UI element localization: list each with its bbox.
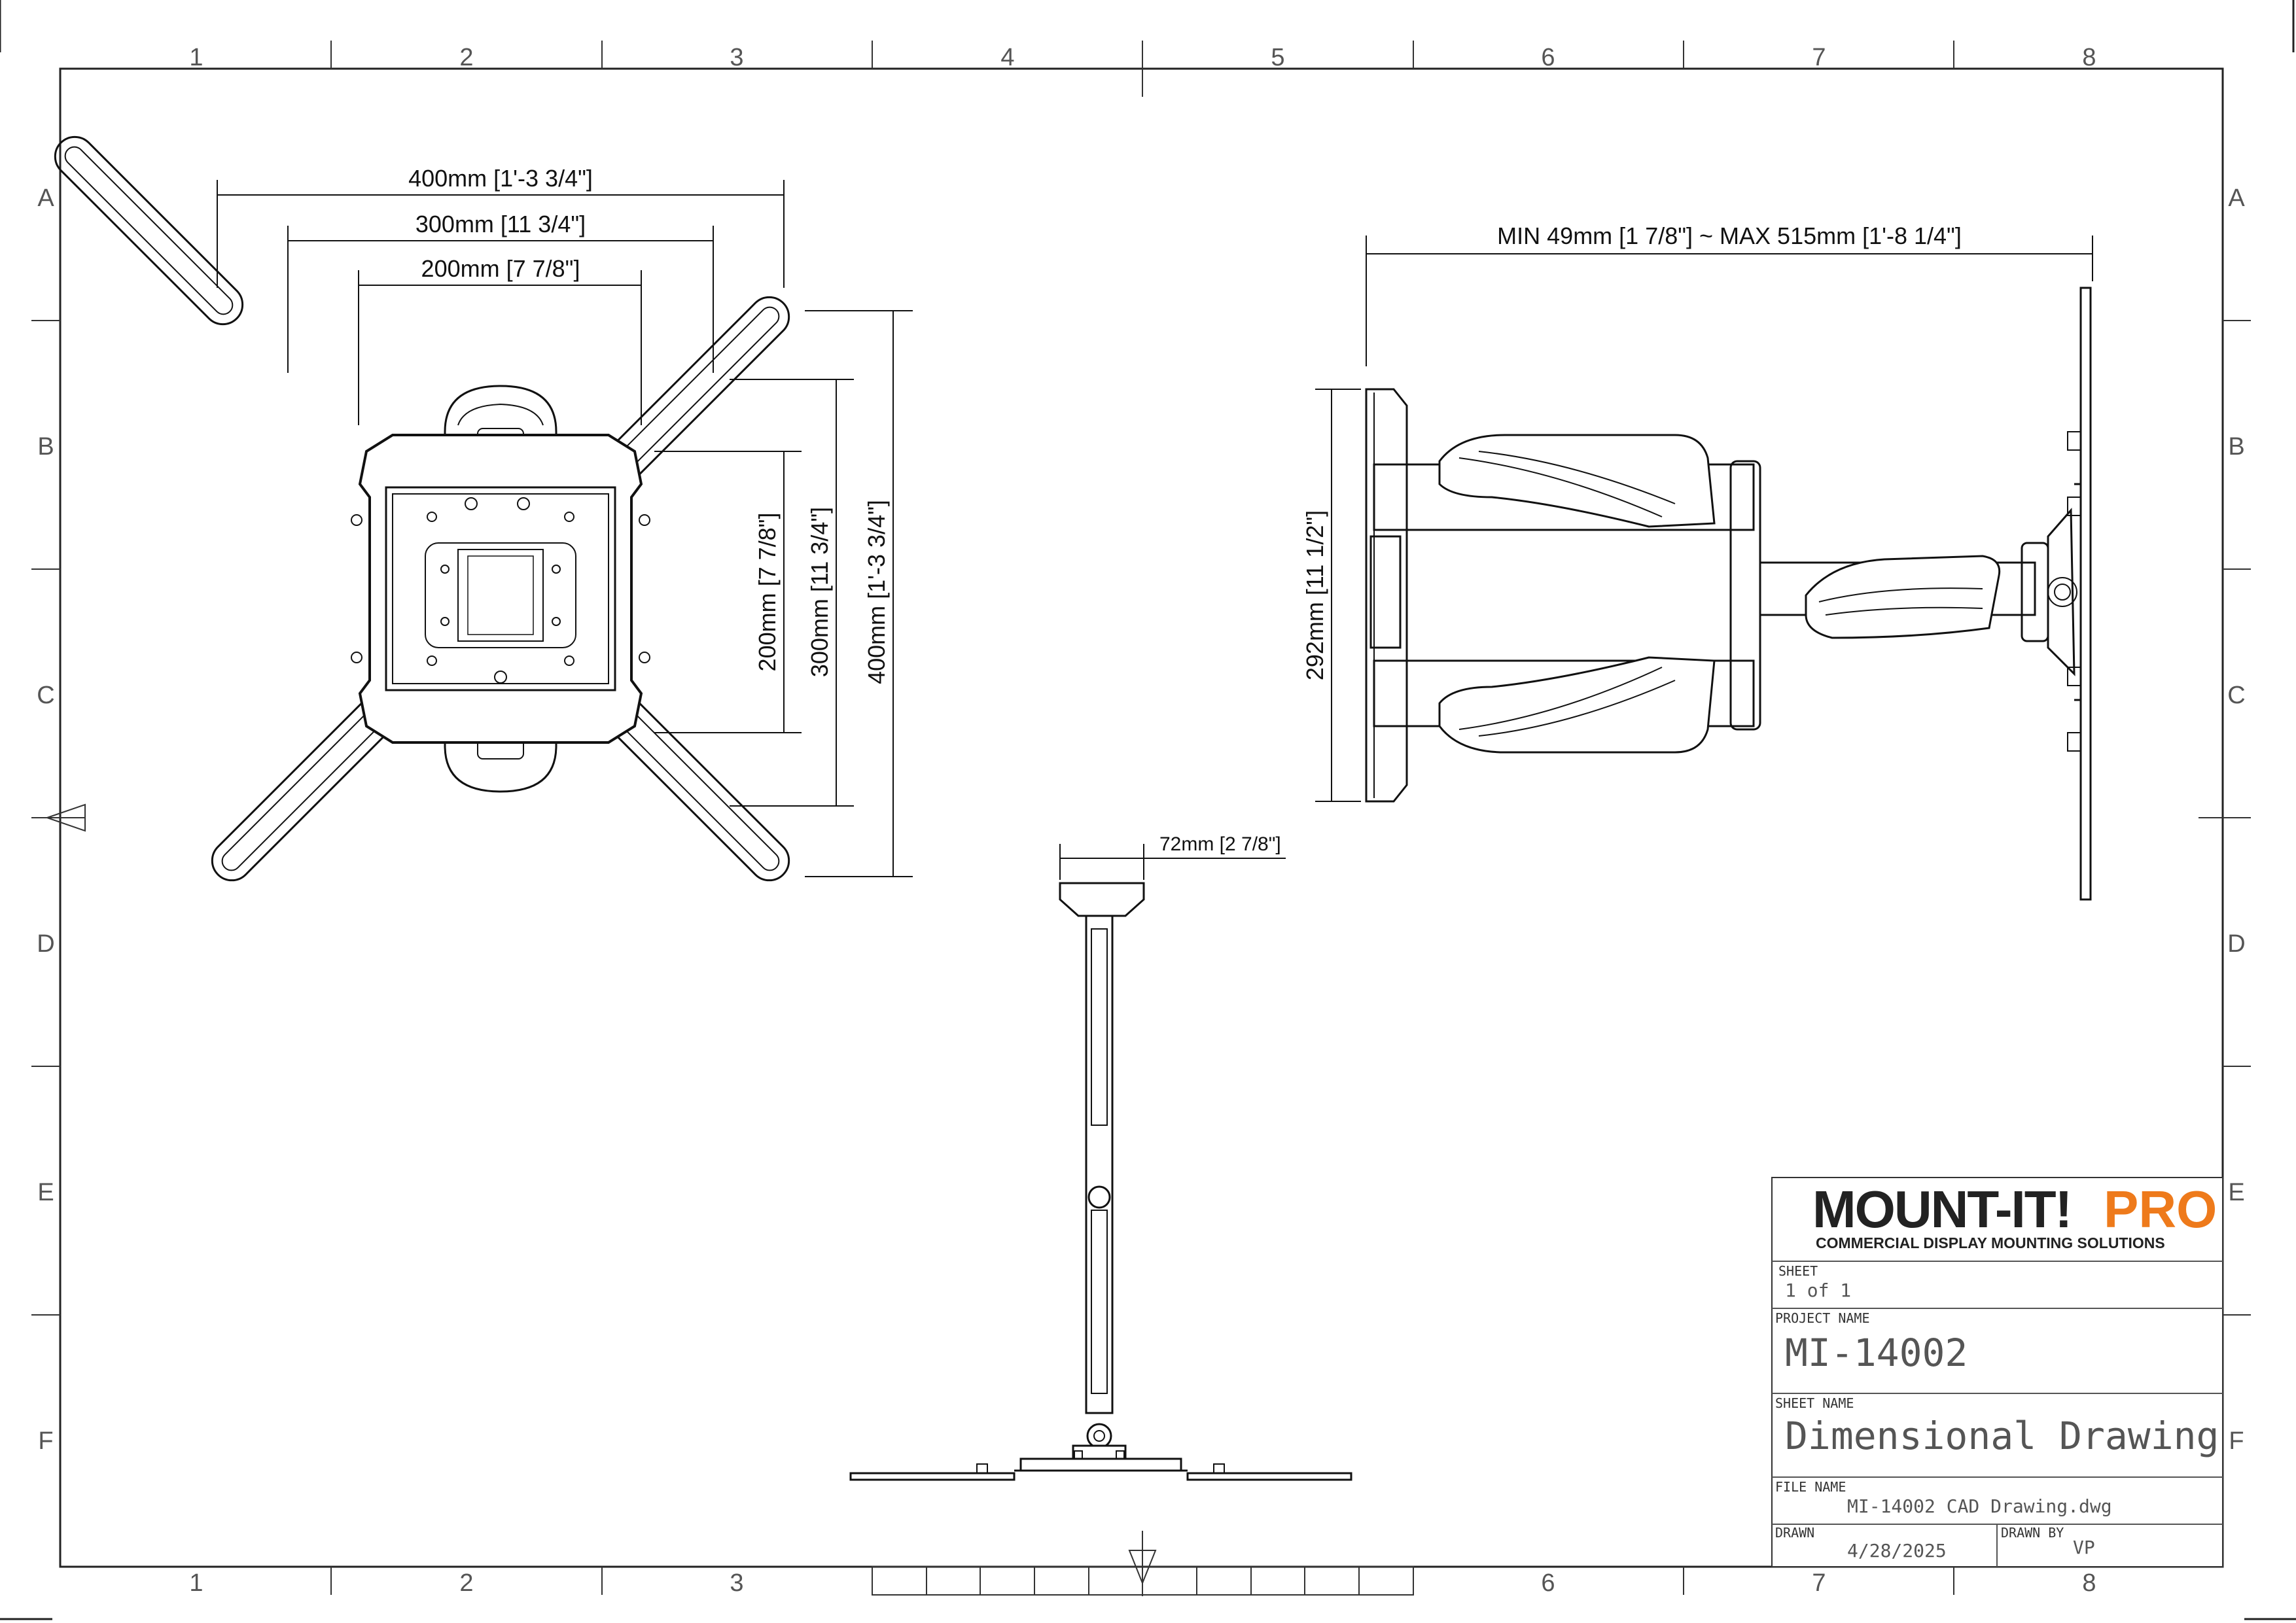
col-label: 8	[2082, 44, 2096, 71]
col-label: 8	[2082, 1569, 2096, 1597]
project-label: PROJECT NAME	[1775, 1310, 1870, 1326]
dim-400-vertical: 400mm [1'-3 3/4"]	[863, 500, 890, 684]
row-label: F	[38, 1427, 54, 1455]
dim-200-horizontal: 200mm [7 7/8"]	[421, 255, 580, 282]
col-label: 1	[189, 44, 203, 71]
col-label: 5	[1271, 44, 1285, 71]
front-view	[47, 129, 797, 888]
row-label: A	[37, 184, 54, 212]
row-label: D	[37, 930, 55, 958]
project-value: MI-14002	[1785, 1331, 1968, 1375]
top-view	[851, 883, 1351, 1480]
brand-tagline: COMMERCIAL DISPLAY MOUNTING SOLUTIONS	[1816, 1234, 2165, 1251]
row-label: C	[2227, 682, 2246, 709]
col-label: 2	[459, 44, 474, 71]
vesa-arm-upper-left	[47, 129, 251, 332]
drawn-label: DRAWN	[1775, 1525, 1815, 1541]
drawn-by-value: VP	[2073, 1537, 2095, 1558]
dim-extension: MIN 49mm [1 7/8"] ~ MAX 515mm [1'-8 1/4"]	[1497, 222, 1962, 249]
col-label: 2	[459, 1569, 474, 1597]
row-label: B	[2228, 433, 2245, 461]
col-label: 3	[730, 44, 744, 71]
dim-depth: 72mm [2 7/8"]	[1159, 833, 1281, 855]
row-label: D	[2227, 930, 2246, 958]
file-value: MI-14002 CAD Drawing.dwg	[1847, 1495, 2112, 1517]
row-label: E	[37, 1179, 54, 1206]
sheet-value: 1 of 1	[1785, 1280, 1852, 1301]
dim-300-vertical: 300mm [11 3/4"]	[806, 506, 833, 678]
sheet-name-value: Dimensional Drawing	[1785, 1414, 2219, 1458]
col-label: 7	[1812, 44, 1826, 71]
sheet-name-label: SHEET NAME	[1775, 1395, 1854, 1411]
col-label: 7	[1812, 1569, 1826, 1597]
col-label: 1	[189, 1569, 203, 1597]
side-view	[1366, 288, 2091, 899]
drawn-value: 4/28/2025	[1847, 1540, 1947, 1562]
dim-300-horizontal: 300mm [11 3/4"]	[415, 211, 586, 237]
dim-400-horizontal: 400mm [1'-3 3/4"]	[408, 165, 593, 192]
grid-labels-right	[2227, 184, 2245, 1455]
file-label: FILE NAME	[1775, 1479, 1846, 1495]
brand-logo	[1812, 1180, 2217, 1251]
row-label: C	[37, 682, 55, 709]
brand-name: MOUNT-IT!	[1812, 1180, 2072, 1238]
dim-height: 292mm [11 1/2"]	[1301, 510, 1328, 681]
col-label: 4	[1000, 44, 1015, 71]
col-label: 3	[730, 1569, 744, 1597]
col-label: 6	[1541, 44, 1555, 71]
sheet-label: SHEET	[1778, 1263, 1818, 1279]
row-label: A	[2228, 184, 2245, 212]
drawn-by-label: DRAWN BY	[2001, 1525, 2064, 1541]
row-label: F	[2229, 1427, 2244, 1455]
row-label: E	[2228, 1179, 2245, 1206]
row-label: B	[37, 433, 54, 461]
dim-200-vertical: 200mm [7 7/8"]	[754, 512, 781, 672]
col-label: 6	[1541, 1569, 1555, 1597]
brand-suffix: PRO	[2104, 1180, 2217, 1238]
top-view-dim-labels	[1159, 833, 1281, 855]
